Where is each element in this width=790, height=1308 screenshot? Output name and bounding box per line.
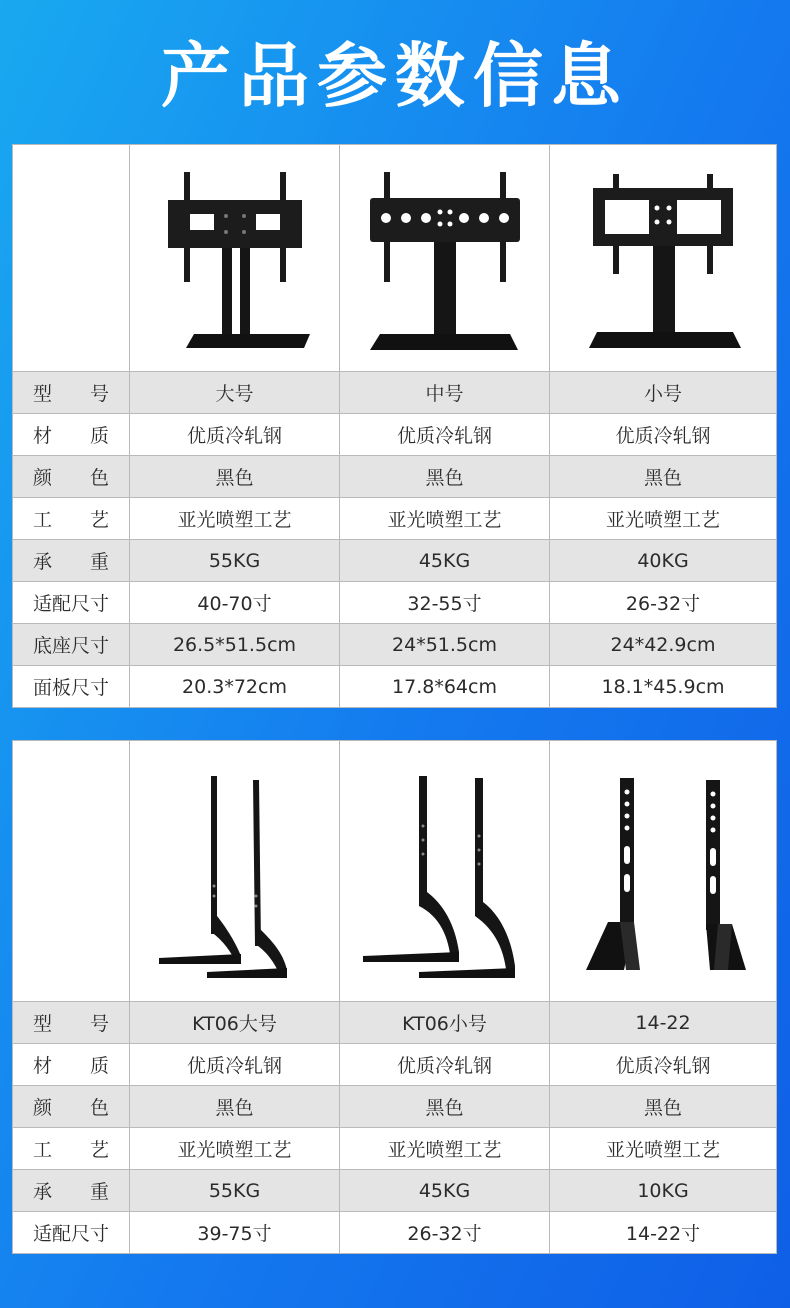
product-image-large	[130, 145, 340, 372]
spec-table-leg-stands	[12, 740, 777, 1254]
row-label: 工 艺	[13, 1128, 130, 1170]
table-row	[13, 414, 777, 456]
row-label: 颜 色	[13, 1086, 130, 1128]
table-cell: 39-75寸	[130, 1212, 340, 1254]
pedestal-stand-large-image	[160, 158, 310, 358]
table-row	[13, 1002, 777, 1044]
spec-table-pedestal-stands	[12, 144, 777, 708]
table-cell: 黑色	[550, 1086, 777, 1128]
table-row	[13, 1128, 777, 1170]
table-cell: 亚光喷塑工艺	[340, 1128, 550, 1170]
row-label: 型 号	[13, 1002, 130, 1044]
table-cell: 17.8*64cm	[340, 666, 550, 708]
row-label: 型 号	[13, 372, 130, 414]
table-cell: 24*42.9cm	[550, 624, 777, 666]
row-label: 适配尺寸	[13, 582, 130, 624]
row-label: 材 质	[13, 414, 130, 456]
table-cell: 32-55寸	[340, 582, 550, 624]
table-row	[13, 1212, 777, 1254]
table-cell: 优质冷轧钢	[130, 1044, 340, 1086]
table-row	[13, 1044, 777, 1086]
table-cell: 黑色	[550, 456, 777, 498]
product-image-row	[13, 741, 777, 1002]
product-image-14-22	[550, 741, 777, 1002]
table-cell: 55KG	[130, 540, 340, 582]
table-row	[13, 666, 777, 708]
table-cell: 大号	[130, 372, 340, 414]
table-row	[13, 1086, 777, 1128]
table-cell: 26.5*51.5cm	[130, 624, 340, 666]
table-cell: KT06小号	[340, 1002, 550, 1044]
product-image-kt06-large	[130, 741, 340, 1002]
table-row	[13, 1170, 777, 1212]
table-cell: 黑色	[130, 456, 340, 498]
table-row	[13, 582, 777, 624]
table-cell: 45KG	[340, 1170, 550, 1212]
table-cell: 亚光喷塑工艺	[130, 1128, 340, 1170]
table-cell: 24*51.5cm	[340, 624, 550, 666]
product-image-medium	[340, 145, 550, 372]
table-row	[13, 372, 777, 414]
leg-stand-kt06-large-image	[155, 756, 315, 986]
row-label: 工 艺	[13, 498, 130, 540]
row-label: 颜 色	[13, 456, 130, 498]
leg-stand-kt06-small-image	[355, 756, 535, 986]
table-cell: KT06大号	[130, 1002, 340, 1044]
row-label: 材 质	[13, 1044, 130, 1086]
table-cell: 18.1*45.9cm	[550, 666, 777, 708]
row-label: 承 重	[13, 1170, 130, 1212]
row-label: 底座尺寸	[13, 624, 130, 666]
pedestal-stand-small-image	[573, 158, 753, 358]
table-cell: 亚光喷塑工艺	[340, 498, 550, 540]
table-row	[13, 540, 777, 582]
page-title: 产品参数信息	[161, 35, 629, 117]
table-cell: 黑色	[130, 1086, 340, 1128]
table-row	[13, 498, 777, 540]
table-cell: 20.3*72cm	[130, 666, 340, 708]
row-label: 适配尺寸	[13, 1212, 130, 1254]
row-label: 承 重	[13, 540, 130, 582]
table-cell: 优质冷轧钢	[340, 414, 550, 456]
table-cell: 亚光喷塑工艺	[130, 498, 340, 540]
table-cell: 26-32寸	[550, 582, 777, 624]
table-cell: 40-70寸	[130, 582, 340, 624]
table-cell: 55KG	[130, 1170, 340, 1212]
table-cell: 14-22寸	[550, 1212, 777, 1254]
table-cell: 45KG	[340, 540, 550, 582]
table-cell: 中号	[340, 372, 550, 414]
product-image-kt06-small	[340, 741, 550, 1002]
table-row	[13, 624, 777, 666]
table-cell: 优质冷轧钢	[340, 1044, 550, 1086]
leg-stand-14-22-image	[568, 756, 758, 986]
table-row	[13, 456, 777, 498]
row-label: 面板尺寸	[13, 666, 130, 708]
table-cell: 黑色	[340, 1086, 550, 1128]
table-cell: 亚光喷塑工艺	[550, 1128, 777, 1170]
table-cell: 10KG	[550, 1170, 777, 1212]
table-cell: 小号	[550, 372, 777, 414]
table-cell: 优质冷轧钢	[550, 1044, 777, 1086]
table-cell: 优质冷轧钢	[130, 414, 340, 456]
empty-corner-cell	[13, 741, 130, 1002]
pedestal-stand-medium-image	[360, 158, 530, 358]
table-cell: 优质冷轧钢	[550, 414, 777, 456]
table-cell: 黑色	[340, 456, 550, 498]
product-image-row	[13, 145, 777, 372]
product-image-small	[550, 145, 777, 372]
table-cell: 26-32寸	[340, 1212, 550, 1254]
table-cell: 40KG	[550, 540, 777, 582]
table-cell: 14-22	[550, 1002, 777, 1044]
table-cell: 亚光喷塑工艺	[550, 498, 777, 540]
empty-corner-cell	[13, 145, 130, 372]
